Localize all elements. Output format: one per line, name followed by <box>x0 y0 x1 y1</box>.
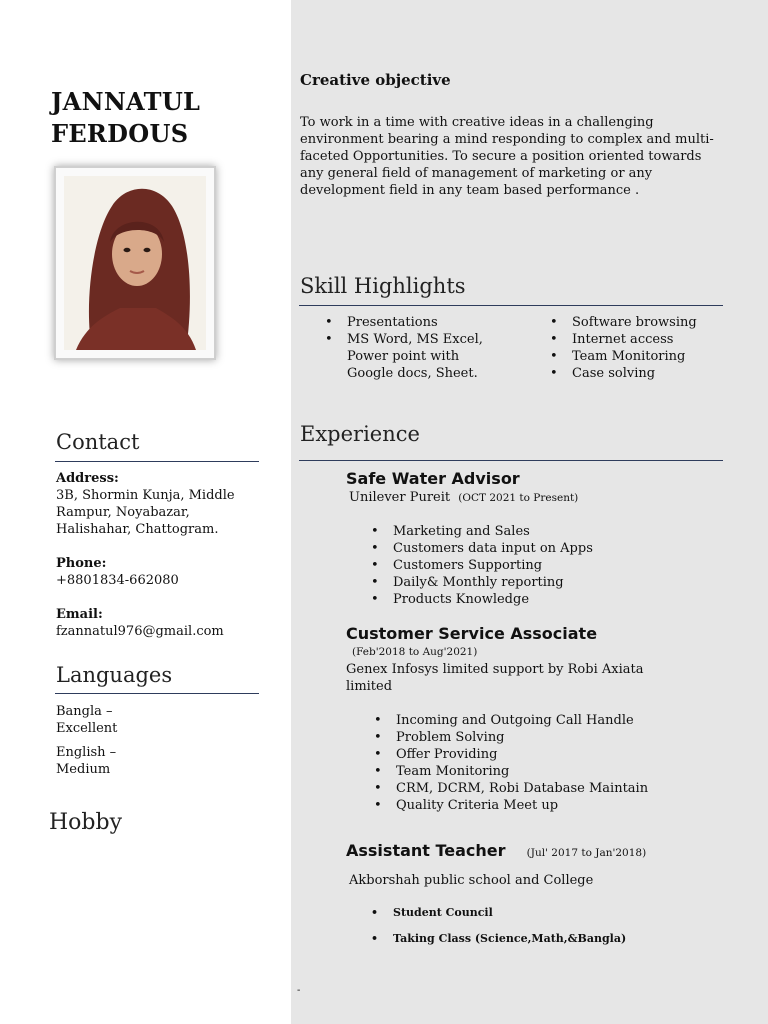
job-bullets <box>393 523 593 608</box>
skill-item: • Software browsing <box>572 314 697 331</box>
skill-item: • Internet access <box>572 331 697 348</box>
address-line: Rampur, Noyabazar, <box>56 505 190 520</box>
job-dates: (Jul' 2017 to Jan'2018) <box>526 847 647 859</box>
job-bullets <box>393 900 626 952</box>
language-level: Excellent <box>56 721 118 736</box>
job-company: Unilever Pureit <box>349 490 451 505</box>
address-line: 3B, Shormin Kunja, Middle <box>56 488 235 503</box>
job-company: Akborshah public school and College <box>349 873 594 888</box>
job-company-line: limited <box>346 679 393 694</box>
skills-left-list <box>347 314 483 382</box>
footer-mark: - <box>297 985 301 996</box>
hobby-heading: Hobby <box>49 810 123 835</box>
languages-list <box>56 703 117 778</box>
contact-heading: Contact <box>56 430 140 454</box>
objective-line: any general field of management of marketing or any <box>300 166 653 181</box>
phone-label: Phone: <box>56 556 107 571</box>
job-bullet: • Customers data input on Apps <box>393 540 593 557</box>
name-line-1: JANNATUL <box>51 87 201 116</box>
job-dates: (OCT 2021 to Present) <box>458 492 579 504</box>
languages-divider <box>55 693 259 694</box>
email-value[interactable]: fzannatul976@gmail.com <box>56 624 224 639</box>
objective-line: development field in any team based performance . <box>300 183 640 198</box>
contact-block <box>56 470 271 640</box>
job-company <box>346 661 643 695</box>
experience-divider <box>299 460 723 461</box>
job-bullet: • Taking Class (Science,Math,&Bangla) <box>393 926 626 952</box>
email-label: Email: <box>56 607 103 622</box>
phone-value: +8801834-662080 <box>56 573 179 588</box>
job-bullet: • Problem Solving <box>396 729 648 746</box>
address-line: Halishahar, Chattogram. <box>56 522 219 537</box>
language-level: Medium <box>56 762 111 777</box>
skill-item-continued: Google docs, Sheet. <box>347 366 478 381</box>
job-bullet: • Team Monitoring <box>396 763 648 780</box>
candidate-name <box>51 86 200 150</box>
objective-line: environment bearing a mind responding to complex and multi- <box>300 132 714 147</box>
experience-heading: Experience <box>300 422 420 446</box>
job-company-line <box>349 489 578 507</box>
profile-photo <box>54 166 216 360</box>
job-bullet: • CRM, DCRM, Robi Database Maintain <box>396 780 648 797</box>
contact-divider <box>55 461 259 462</box>
languages-heading: Languages <box>56 663 173 687</box>
job-bullet: • Marketing and Sales <box>393 523 593 540</box>
address-label: Address: <box>56 471 119 486</box>
job-title: Assistant Teacher <box>346 841 506 860</box>
job-header <box>346 841 646 860</box>
job-bullet: • Incoming and Outgoing Call Handle <box>396 712 648 729</box>
skills-divider <box>299 305 723 306</box>
portrait-illustration <box>64 176 206 350</box>
skill-item: • Case solving <box>572 365 697 382</box>
skill-item: • Team Monitoring <box>572 348 697 365</box>
language-name: English – <box>56 745 117 760</box>
skills-heading: Skill Highlights <box>300 274 466 298</box>
skill-item: • MS Word, MS Excel, <box>347 331 483 348</box>
name-line-2: FERDOUS <box>51 119 189 148</box>
job-title: Safe Water Advisor <box>346 469 520 488</box>
job-title: Customer Service Associate <box>346 624 598 643</box>
job-bullets <box>396 712 648 814</box>
objective-heading: Creative objective <box>300 71 451 89</box>
objective-line: To work in a time with creative ideas in a challenging <box>300 115 654 130</box>
job-bullet: • Daily& Monthly reporting <box>393 574 593 591</box>
photo-image <box>64 176 206 350</box>
skill-item-continued: Power point with <box>347 349 460 364</box>
job-bullet: • Student Council <box>393 900 626 926</box>
language-name: Bangla – <box>56 704 113 719</box>
skills-right-list <box>572 314 697 382</box>
job-dates: (Feb'2018 to Aug'2021) <box>352 646 478 658</box>
objective-line: faceted Opportunities. To secure a position oriented towards <box>300 149 702 164</box>
job-bullet: • Quality Criteria Meet up <box>396 797 648 814</box>
objective-text <box>300 114 740 199</box>
job-bullet: • Customers Supporting <box>393 557 593 574</box>
job-company-line: Genex Infosys limited support by Robi Axiata <box>346 662 644 677</box>
job-bullet: • Products Knowledge <box>393 591 593 608</box>
job-bullet: • Offer Providing <box>396 746 648 763</box>
skill-item: • Presentations <box>347 314 483 331</box>
